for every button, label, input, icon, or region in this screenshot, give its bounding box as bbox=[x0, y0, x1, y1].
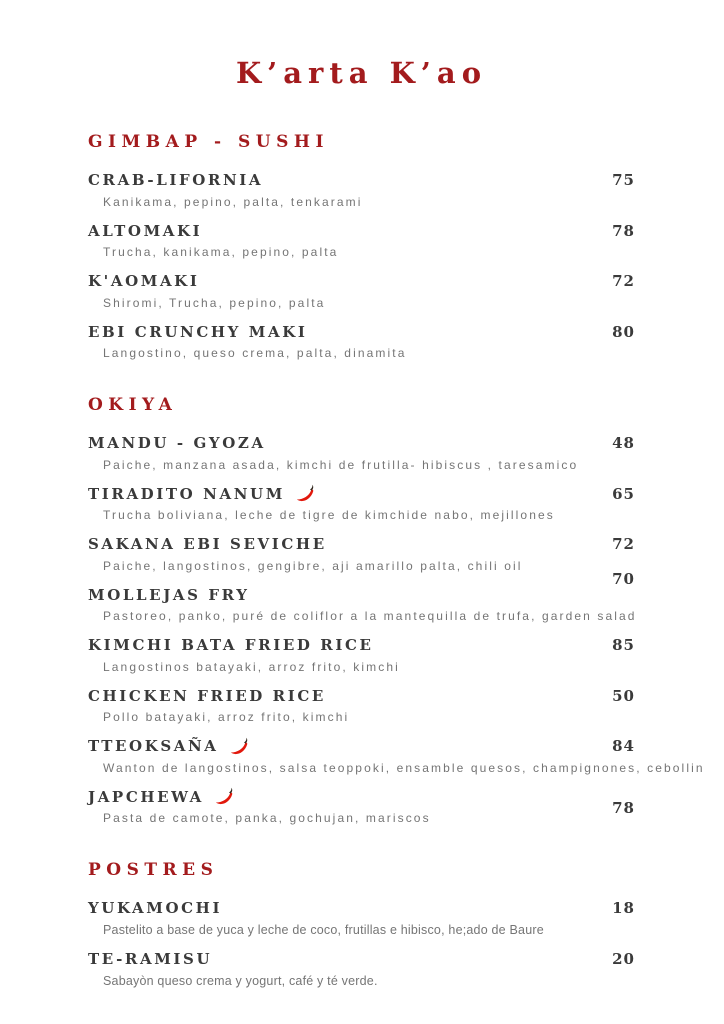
menu-item-row bbox=[88, 569, 635, 607]
item-description: Pastoreo, panko, puré de coliflor a la mantequilla de trufa, garden salad bbox=[103, 609, 637, 623]
menu-section bbox=[88, 395, 705, 827]
menu-item-row bbox=[88, 533, 635, 556]
menu-item bbox=[88, 569, 637, 626]
item-name: ALTOMAKI bbox=[88, 221, 203, 240]
item-price: 48 bbox=[612, 434, 635, 452]
menu-section bbox=[88, 132, 635, 362]
section-heading: GIMBAP - SUSHI bbox=[88, 132, 329, 152]
item-price: 75 bbox=[612, 171, 635, 189]
item-name: CRAB-LIFORNIA bbox=[88, 171, 264, 189]
item-price: 70 bbox=[612, 569, 635, 588]
item-price: 65 bbox=[612, 484, 635, 503]
menu-item-row bbox=[88, 735, 635, 758]
section-heading: OKIYA bbox=[88, 395, 178, 415]
menu-item-row bbox=[88, 432, 635, 455]
menu-item bbox=[88, 786, 635, 828]
item-price: 20 bbox=[612, 950, 635, 969]
item-description: Langostinos batayaki, arroz frito, kimchi bbox=[103, 659, 400, 674]
menu-item-row bbox=[88, 321, 635, 344]
item-name: TE-RAMISU bbox=[88, 950, 213, 969]
item-description: Shiromi, Trucha, pepino, palta bbox=[103, 295, 326, 310]
menu-item-row bbox=[88, 483, 635, 506]
menu-item-row bbox=[88, 270, 635, 293]
menu-item bbox=[88, 220, 635, 262]
item-description: Paiche, manzana asada, kimchi de frutilla- hibiscus , taresamico bbox=[103, 457, 579, 472]
page-title: K’arta K’ao bbox=[235, 56, 488, 90]
menu-item bbox=[88, 685, 635, 727]
item-price: 80 bbox=[612, 322, 635, 341]
section-heading: POSTRES bbox=[88, 860, 219, 880]
menu-item bbox=[88, 634, 635, 676]
item-description: Wanton de langostinos, salsa teoppoki, ensamble quesos, champignones, cebollin bbox=[103, 760, 705, 775]
menu-item bbox=[88, 432, 635, 474]
menu-section bbox=[88, 860, 635, 991]
menu-item bbox=[88, 169, 635, 211]
chili-pepper-icon bbox=[295, 484, 317, 503]
menu-item-row bbox=[88, 220, 635, 243]
menu-item bbox=[88, 897, 635, 939]
item-description: Pastelito a base de yuca y leche de coco, frutillas e hibisco, he;ado de Baure bbox=[103, 922, 544, 937]
item-name: YUKAMOCHI bbox=[88, 899, 223, 917]
item-name: KIMCHI BATA FRIED RICE bbox=[88, 636, 374, 654]
item-description: Kanikama, pepino, palta, tenkarami bbox=[103, 194, 363, 209]
menu-item bbox=[88, 735, 705, 777]
item-description: Trucha boliviana, leche de tigre de kimchide nabo, mejillones bbox=[103, 508, 555, 522]
item-price: 72 bbox=[612, 535, 635, 553]
chili-pepper-icon bbox=[214, 787, 236, 806]
item-name: JAPCHEWA bbox=[88, 787, 204, 806]
item-name: CHICKEN FRIED RICE bbox=[88, 686, 326, 705]
menu-item-row bbox=[88, 685, 635, 708]
menu-item bbox=[88, 321, 635, 363]
item-price: 50 bbox=[612, 686, 635, 705]
item-name: MOLLEJAS FRY bbox=[88, 585, 250, 604]
item-name: TTEOKSAÑA bbox=[88, 737, 219, 755]
menu-sections bbox=[88, 132, 705, 991]
section-items bbox=[88, 169, 635, 362]
item-description: Paiche, langostinos, gengibre, aji amarillo palta, chili oil bbox=[103, 558, 523, 573]
item-description: Pollo batayaki, arroz frito, kimchi bbox=[103, 710, 350, 724]
menu-item bbox=[88, 533, 635, 575]
item-price: 84 bbox=[612, 737, 635, 755]
item-price: 18 bbox=[612, 899, 635, 917]
item-price: 78 bbox=[612, 221, 635, 240]
item-description: Pasta de camote, panka, gochujan, mariscos bbox=[103, 811, 431, 825]
menu-item-row bbox=[88, 897, 635, 920]
section-items bbox=[88, 432, 705, 827]
item-name: EBI CRUNCHY MAKI bbox=[88, 322, 308, 341]
menu-item bbox=[88, 948, 635, 990]
item-name: SAKANA EBI SEVICHE bbox=[88, 535, 327, 553]
item-description: Trucha, kanikama, pepino, palta bbox=[103, 245, 339, 259]
menu-item-row bbox=[88, 948, 635, 971]
item-price: 72 bbox=[612, 272, 635, 290]
section-items bbox=[88, 897, 635, 991]
menu-item bbox=[88, 483, 635, 525]
menu-item-row bbox=[88, 169, 635, 192]
item-description: Sabayòn queso crema y yogurt, café y té verde. bbox=[103, 973, 378, 988]
item-name: TIRADITO NANUM bbox=[88, 484, 285, 503]
item-name: MANDU - GYOZA bbox=[88, 434, 266, 452]
item-description: Langostino, queso crema, palta, dinamita bbox=[103, 346, 407, 360]
item-price: 85 bbox=[612, 636, 635, 654]
item-name: K'AOMAKI bbox=[88, 272, 200, 290]
chili-pepper-icon bbox=[229, 737, 251, 756]
menu-item-row bbox=[88, 634, 635, 657]
menu-item bbox=[88, 270, 635, 312]
item-price: 78 bbox=[612, 798, 635, 817]
menu-item-row bbox=[88, 786, 635, 817]
